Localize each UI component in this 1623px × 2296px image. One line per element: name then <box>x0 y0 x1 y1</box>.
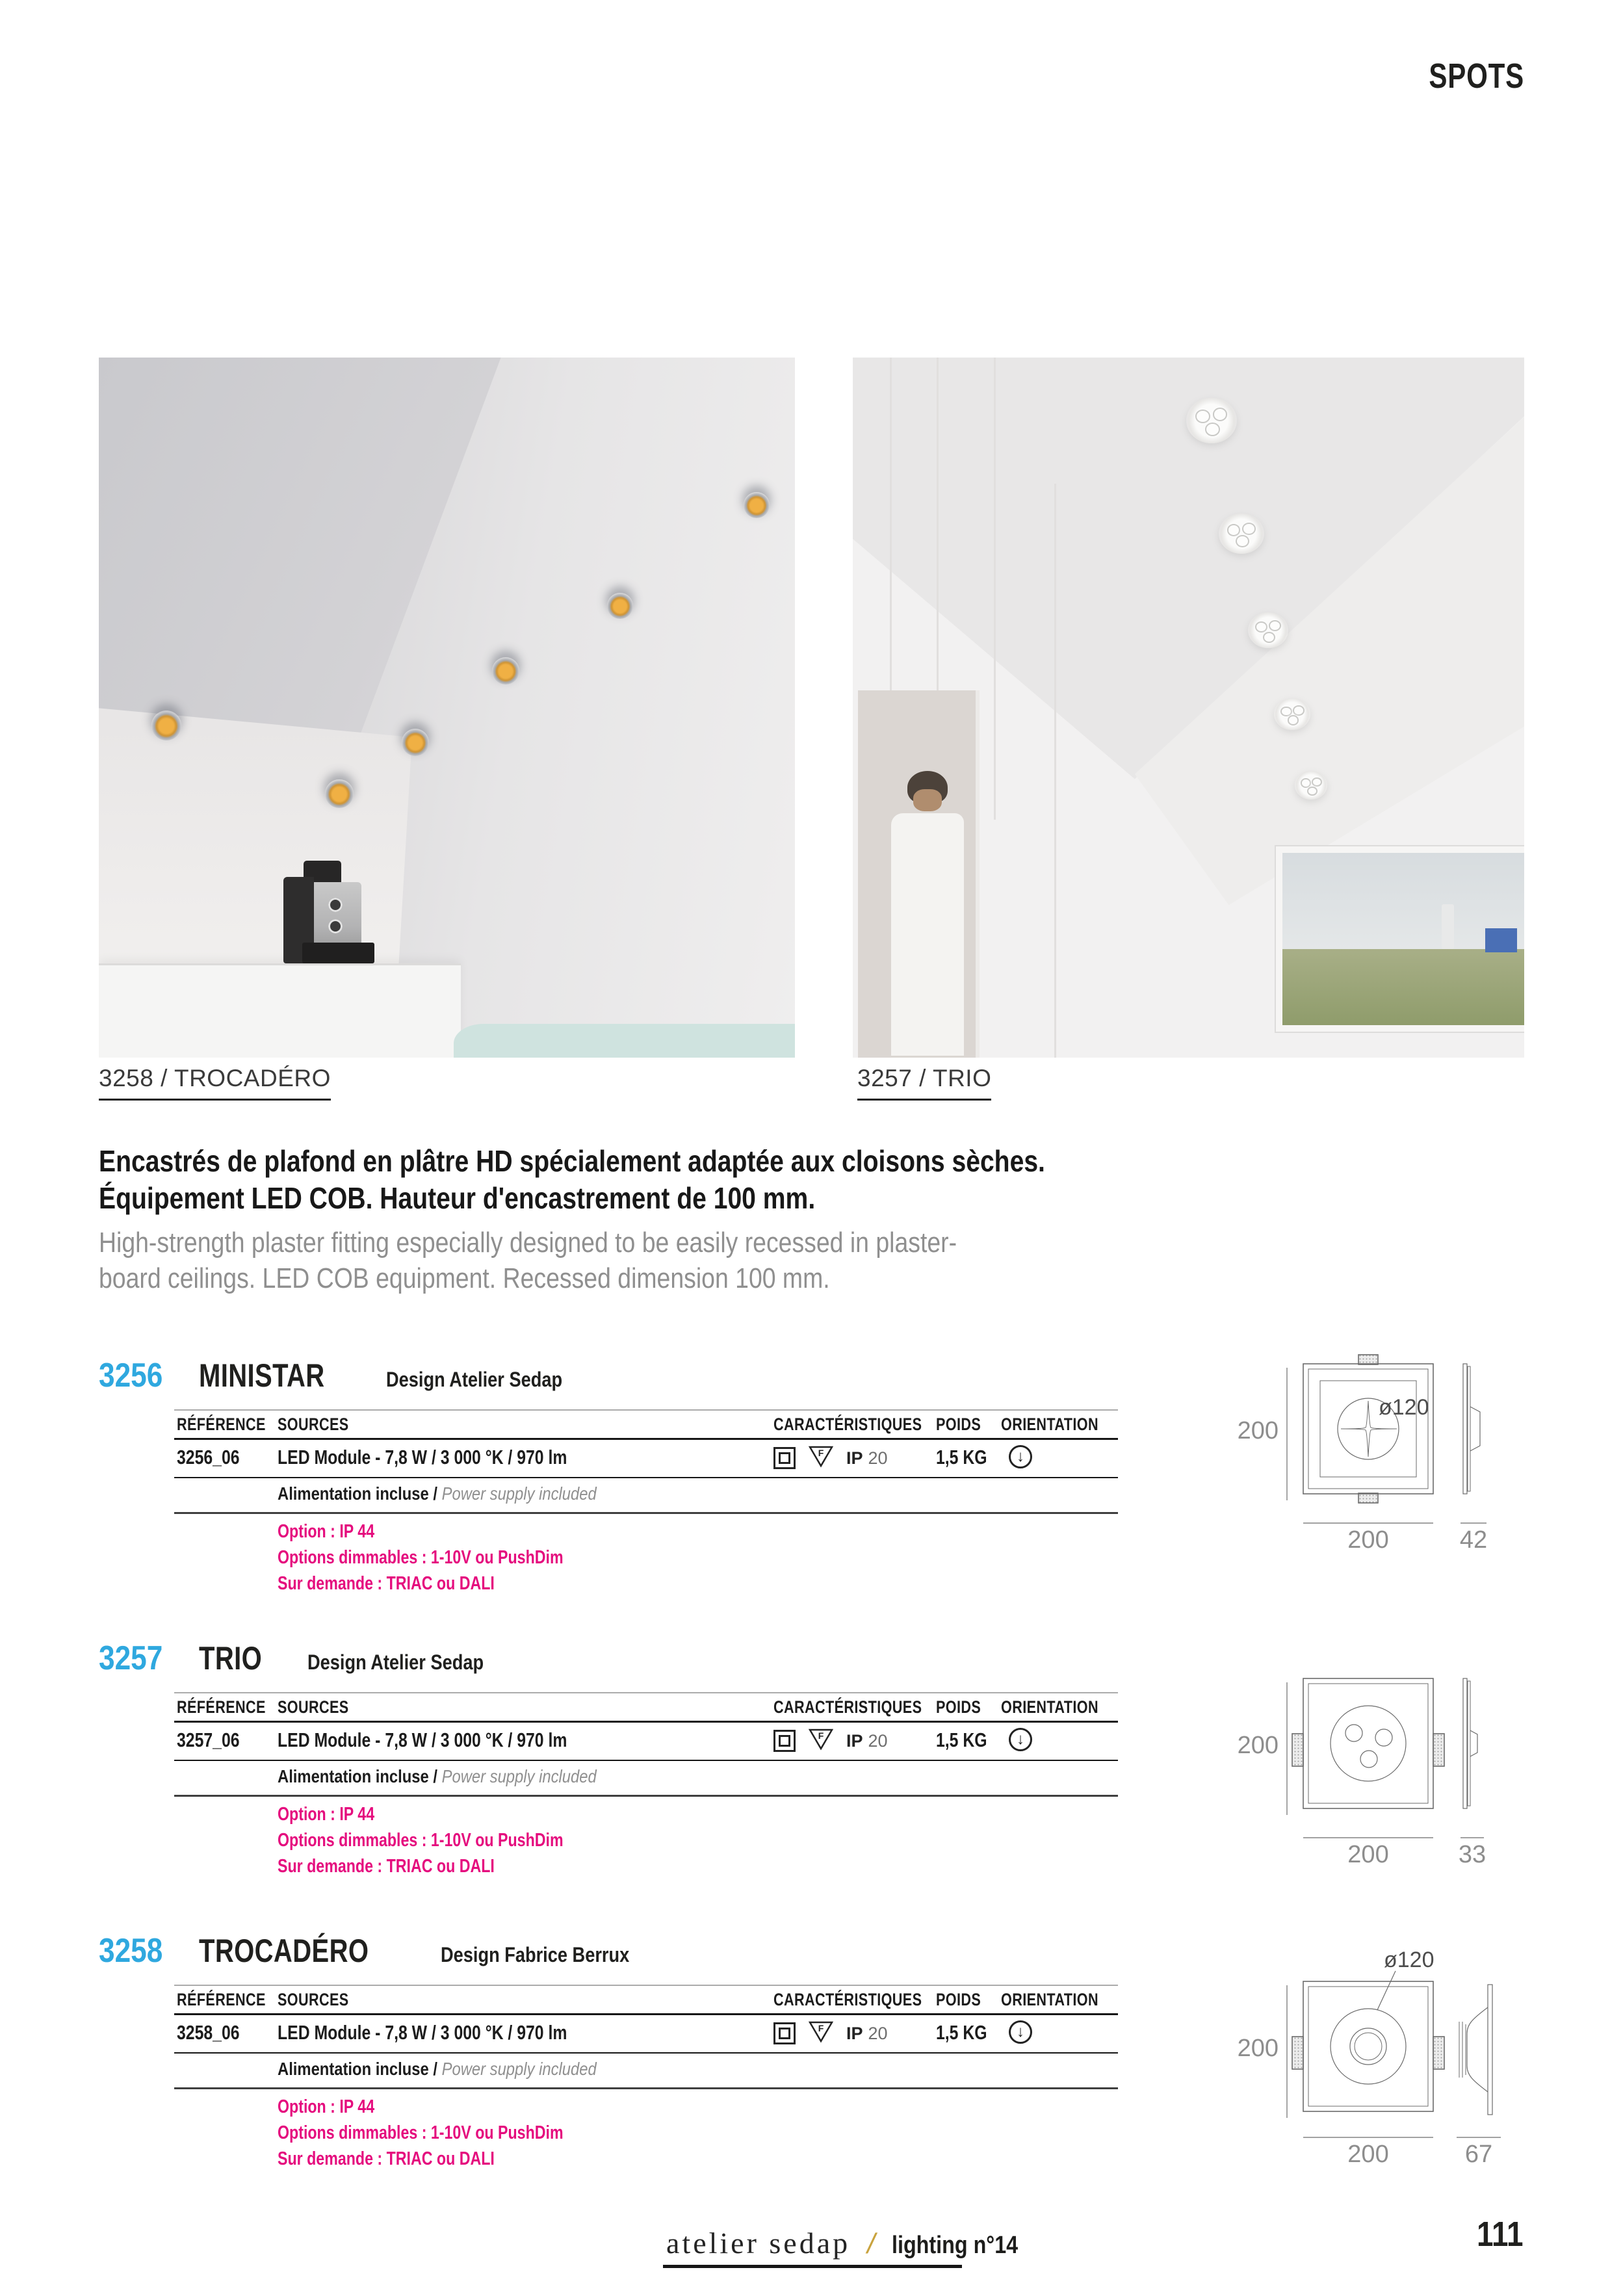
col-header-sources: SOURCES <box>278 1697 349 1717</box>
option-line: Sur demande : TRIAC ou DALI <box>278 2148 495 2169</box>
option-line: Options dimmables : 1-10V ou PushDim <box>278 2122 564 2143</box>
option-line: Sur demande : TRIAC ou DALI <box>278 1573 495 1594</box>
mounting-tab <box>1358 1355 1378 1364</box>
power-supply-note: Alimentation incluse / Power supply included <box>278 2059 597 2079</box>
product-table <box>174 1409 1118 1598</box>
col-header-reference: RÉFÉRENCE <box>177 1990 266 2009</box>
page-section-label: SPOTS <box>1429 57 1524 96</box>
cell-reference: 3257_06 <box>177 1729 240 1751</box>
product-name: TRIO <box>198 1640 262 1676</box>
product-name: MINISTAR <box>198 1357 325 1394</box>
f-mark-icon <box>809 1729 833 1751</box>
diagram-ministar <box>1225 1338 1518 1552</box>
man-figure-shirt <box>891 813 964 1056</box>
power-supply-note: Alimentation incluse / Power supply included <box>278 1483 597 1504</box>
photo-caption-left: 3258 / TROCADÉRO <box>99 1065 331 1101</box>
col-header-characteristics: CARACTÉRISTIQUES <box>773 1415 922 1434</box>
table-rule <box>174 1795 1118 1797</box>
fixture-front-outline <box>1303 1364 1433 1494</box>
svg-text:F: F <box>818 1730 824 1741</box>
dim-height: 200 <box>1237 1417 1279 1444</box>
cell-weight: 1,5 KG <box>936 1446 987 1468</box>
power-supply-note: Alimentation incluse / Power supply included <box>278 1766 597 1786</box>
col-header-weight: POIDS <box>936 1990 981 2009</box>
trio-spot <box>1219 514 1264 554</box>
option-line: Option : IP 44 <box>278 1521 375 1542</box>
svg-text:F: F <box>818 1448 824 1458</box>
footer-separator: / <box>867 2228 876 2260</box>
table-rule <box>174 2052 1118 2054</box>
dim-height: 200 <box>1237 2035 1279 2062</box>
col-header-characteristics: CARACTÉRISTIQUES <box>773 1990 922 2009</box>
fixture-front-outline <box>1303 1678 1433 1808</box>
table-rule <box>174 1692 1118 1693</box>
option-line: Options dimmables : 1-10V ou PushDim <box>278 1547 564 1568</box>
recessed-spot <box>402 729 429 756</box>
cell-source: LED Module - 7,8 W / 3 000 °K / 970 lm <box>278 2021 567 2044</box>
mounting-tab <box>1292 1734 1303 1766</box>
table-rule <box>174 1512 1118 1514</box>
footer <box>666 2226 1041 2260</box>
mounting-tab <box>1292 2037 1303 2069</box>
teal-counter <box>454 1024 795 1058</box>
col-header-weight: POIDS <box>936 1415 981 1434</box>
cell-source: LED Module - 7,8 W / 3 000 °K / 970 lm <box>278 1446 567 1468</box>
table-rule <box>174 1438 1118 1440</box>
dim-diameter: ø120 <box>1384 1948 1435 1972</box>
footer-edition: lighting n°14 <box>892 2232 1019 2259</box>
svg-text:F: F <box>818 2023 824 2033</box>
table-rule <box>174 1409 1118 1411</box>
class-2-insulation-icon <box>773 2022 796 2044</box>
product-designer: Design Atelier Sedap <box>307 1650 484 1674</box>
cell-weight: 1,5 KG <box>936 2021 987 2044</box>
footer-rule <box>663 2265 962 2268</box>
option-line: Option : IP 44 <box>278 2096 375 2117</box>
table-rule <box>174 1477 1118 1478</box>
dim-depth: 67 <box>1464 2141 1493 2167</box>
product-name: TROCADÉRO <box>198 1933 369 1969</box>
product-code: 3257 <box>99 1639 163 1677</box>
coffee-machine-base <box>302 943 374 963</box>
window-field <box>1282 949 1524 1025</box>
page-number: 111 <box>1477 2215 1524 2254</box>
product-table <box>174 1985 1118 2173</box>
dim-height: 200 <box>1237 1732 1279 1759</box>
class-2-insulation-icon <box>773 1447 796 1469</box>
trio-spot <box>1274 698 1310 730</box>
col-header-orientation: ORIENTATION <box>1001 1415 1098 1434</box>
recessed-spot <box>151 711 181 740</box>
lamp-hole <box>1360 1751 1377 1768</box>
ip-rating: IP 20 <box>846 2024 888 2043</box>
diagram-trocadero <box>1225 1942 1518 2167</box>
window-blue-building <box>1485 928 1516 952</box>
product-heading <box>99 1931 663 1970</box>
product-code: 3256 <box>99 1357 163 1394</box>
product-designer: Design Fabrice Berrux <box>441 1943 630 1966</box>
mounting-tab <box>1433 2037 1444 2069</box>
downlight-orientation-icon: ↓ <box>1009 1445 1032 1468</box>
product-code: 3258 <box>99 1932 163 1970</box>
mounting-tab <box>1358 1493 1378 1503</box>
dim-diameter: ø120 <box>1379 1395 1429 1420</box>
dim-depth: 42 <box>1459 1526 1488 1552</box>
fixture-side-profile <box>1463 1678 1467 1808</box>
trio-spot <box>1295 771 1327 800</box>
col-header-orientation: ORIENTATION <box>1001 1697 1098 1717</box>
product-designer: Design Atelier Sedap <box>385 1368 562 1391</box>
footer-brand: atelier sedap <box>666 2226 851 2260</box>
ip-rating: IP 20 <box>846 1731 888 1751</box>
recessed-spot <box>607 593 633 619</box>
lamp-aperture <box>1331 2009 1406 2084</box>
downlight-orientation-icon: ↓ <box>1009 1728 1032 1751</box>
product-heading <box>99 1639 515 1678</box>
intro-french <box>99 1143 1623 1217</box>
dim-depth: 33 <box>1458 1841 1487 1867</box>
trio-spot <box>1186 398 1237 443</box>
lamp-hole <box>1375 1729 1392 1746</box>
ip-rating: IP 20 <box>846 1448 888 1468</box>
downlight-orientation-icon: ↓ <box>1009 2020 1032 2044</box>
table-rule <box>174 1721 1118 1723</box>
photo-caption-right: 3257 / TRIO <box>857 1065 991 1101</box>
photo-trocadero-ambiance <box>99 358 795 1058</box>
recessed-spot <box>492 657 519 685</box>
fixture-side-profile <box>1488 1985 1492 2115</box>
fixture-side-profile <box>1463 1364 1467 1494</box>
table-rule <box>174 1760 1118 1761</box>
wall-panel-line <box>994 358 996 820</box>
col-header-reference: RÉFÉRENCE <box>177 1415 266 1434</box>
cell-reference: 3256_06 <box>177 1446 240 1468</box>
intro-fr-line1: Encastrés de plafond en plâtre HD spécialement adaptée aux cloisons sèches. <box>99 1144 1045 1178</box>
lamp-hole <box>1345 1725 1362 1742</box>
intro-en-line2: board ceilings. LED COB equipment. Recessed dimension 100 mm. <box>99 1262 830 1294</box>
window-silo <box>1442 904 1454 949</box>
recessed-spot <box>744 492 770 518</box>
dim-width: 200 <box>1347 1526 1389 1552</box>
option-line: Options dimmables : 1-10V ou PushDim <box>278 1830 564 1851</box>
f-mark-icon <box>809 1446 833 1468</box>
trio-spot <box>1248 612 1288 648</box>
col-header-sources: SOURCES <box>278 1990 349 2009</box>
recessed-spot <box>325 779 354 808</box>
col-header-sources: SOURCES <box>278 1415 349 1434</box>
dim-width: 200 <box>1347 2141 1389 2167</box>
option-line: Sur demande : TRIAC ou DALI <box>278 1856 495 1877</box>
wall-panel-line <box>890 358 892 694</box>
product-table <box>174 1692 1118 1881</box>
product-heading <box>99 1356 593 1395</box>
option-line: Option : IP 44 <box>278 1804 375 1825</box>
col-header-reference: RÉFÉRENCE <box>177 1697 266 1717</box>
col-header-orientation: ORIENTATION <box>1001 1990 1098 2009</box>
wall-picture <box>858 690 980 1058</box>
class-2-insulation-icon <box>773 1730 796 1752</box>
table-rule <box>174 2087 1118 2089</box>
col-header-weight: POIDS <box>936 1697 981 1717</box>
intro-en-line1: High-strength plaster fitting especially designed to be easily recessed in plaster- <box>99 1227 957 1259</box>
diagram-trio <box>1225 1652 1518 1867</box>
table-rule <box>174 1985 1118 1986</box>
intro-english <box>99 1225 1623 1296</box>
lamp-aperture <box>1331 1706 1406 1781</box>
dim-width: 200 <box>1347 1841 1389 1867</box>
f-mark-icon <box>809 2021 833 2043</box>
window <box>1276 846 1524 1032</box>
counter <box>99 963 461 1058</box>
cell-source: LED Module - 7,8 W / 3 000 °K / 970 lm <box>278 1729 567 1751</box>
mounting-tab <box>1433 1734 1444 1766</box>
wall-panel-line <box>1054 484 1056 1058</box>
photo-trio-ambiance <box>853 358 1524 1058</box>
lamp-inner-ring <box>1355 2033 1382 2060</box>
cell-reference: 3258_06 <box>177 2021 240 2044</box>
cell-weight: 1,5 KG <box>936 1729 987 1751</box>
intro-fr-line2: Équipement LED COB. Hauteur d'encastrement de 100 mm. <box>99 1181 816 1215</box>
col-header-characteristics: CARACTÉRISTIQUES <box>773 1697 922 1717</box>
man-figure-face <box>913 789 941 811</box>
fixture-front-outline <box>1303 1981 1433 2111</box>
table-rule <box>174 2013 1118 2015</box>
lamp-inner-ring <box>1350 2028 1386 2065</box>
